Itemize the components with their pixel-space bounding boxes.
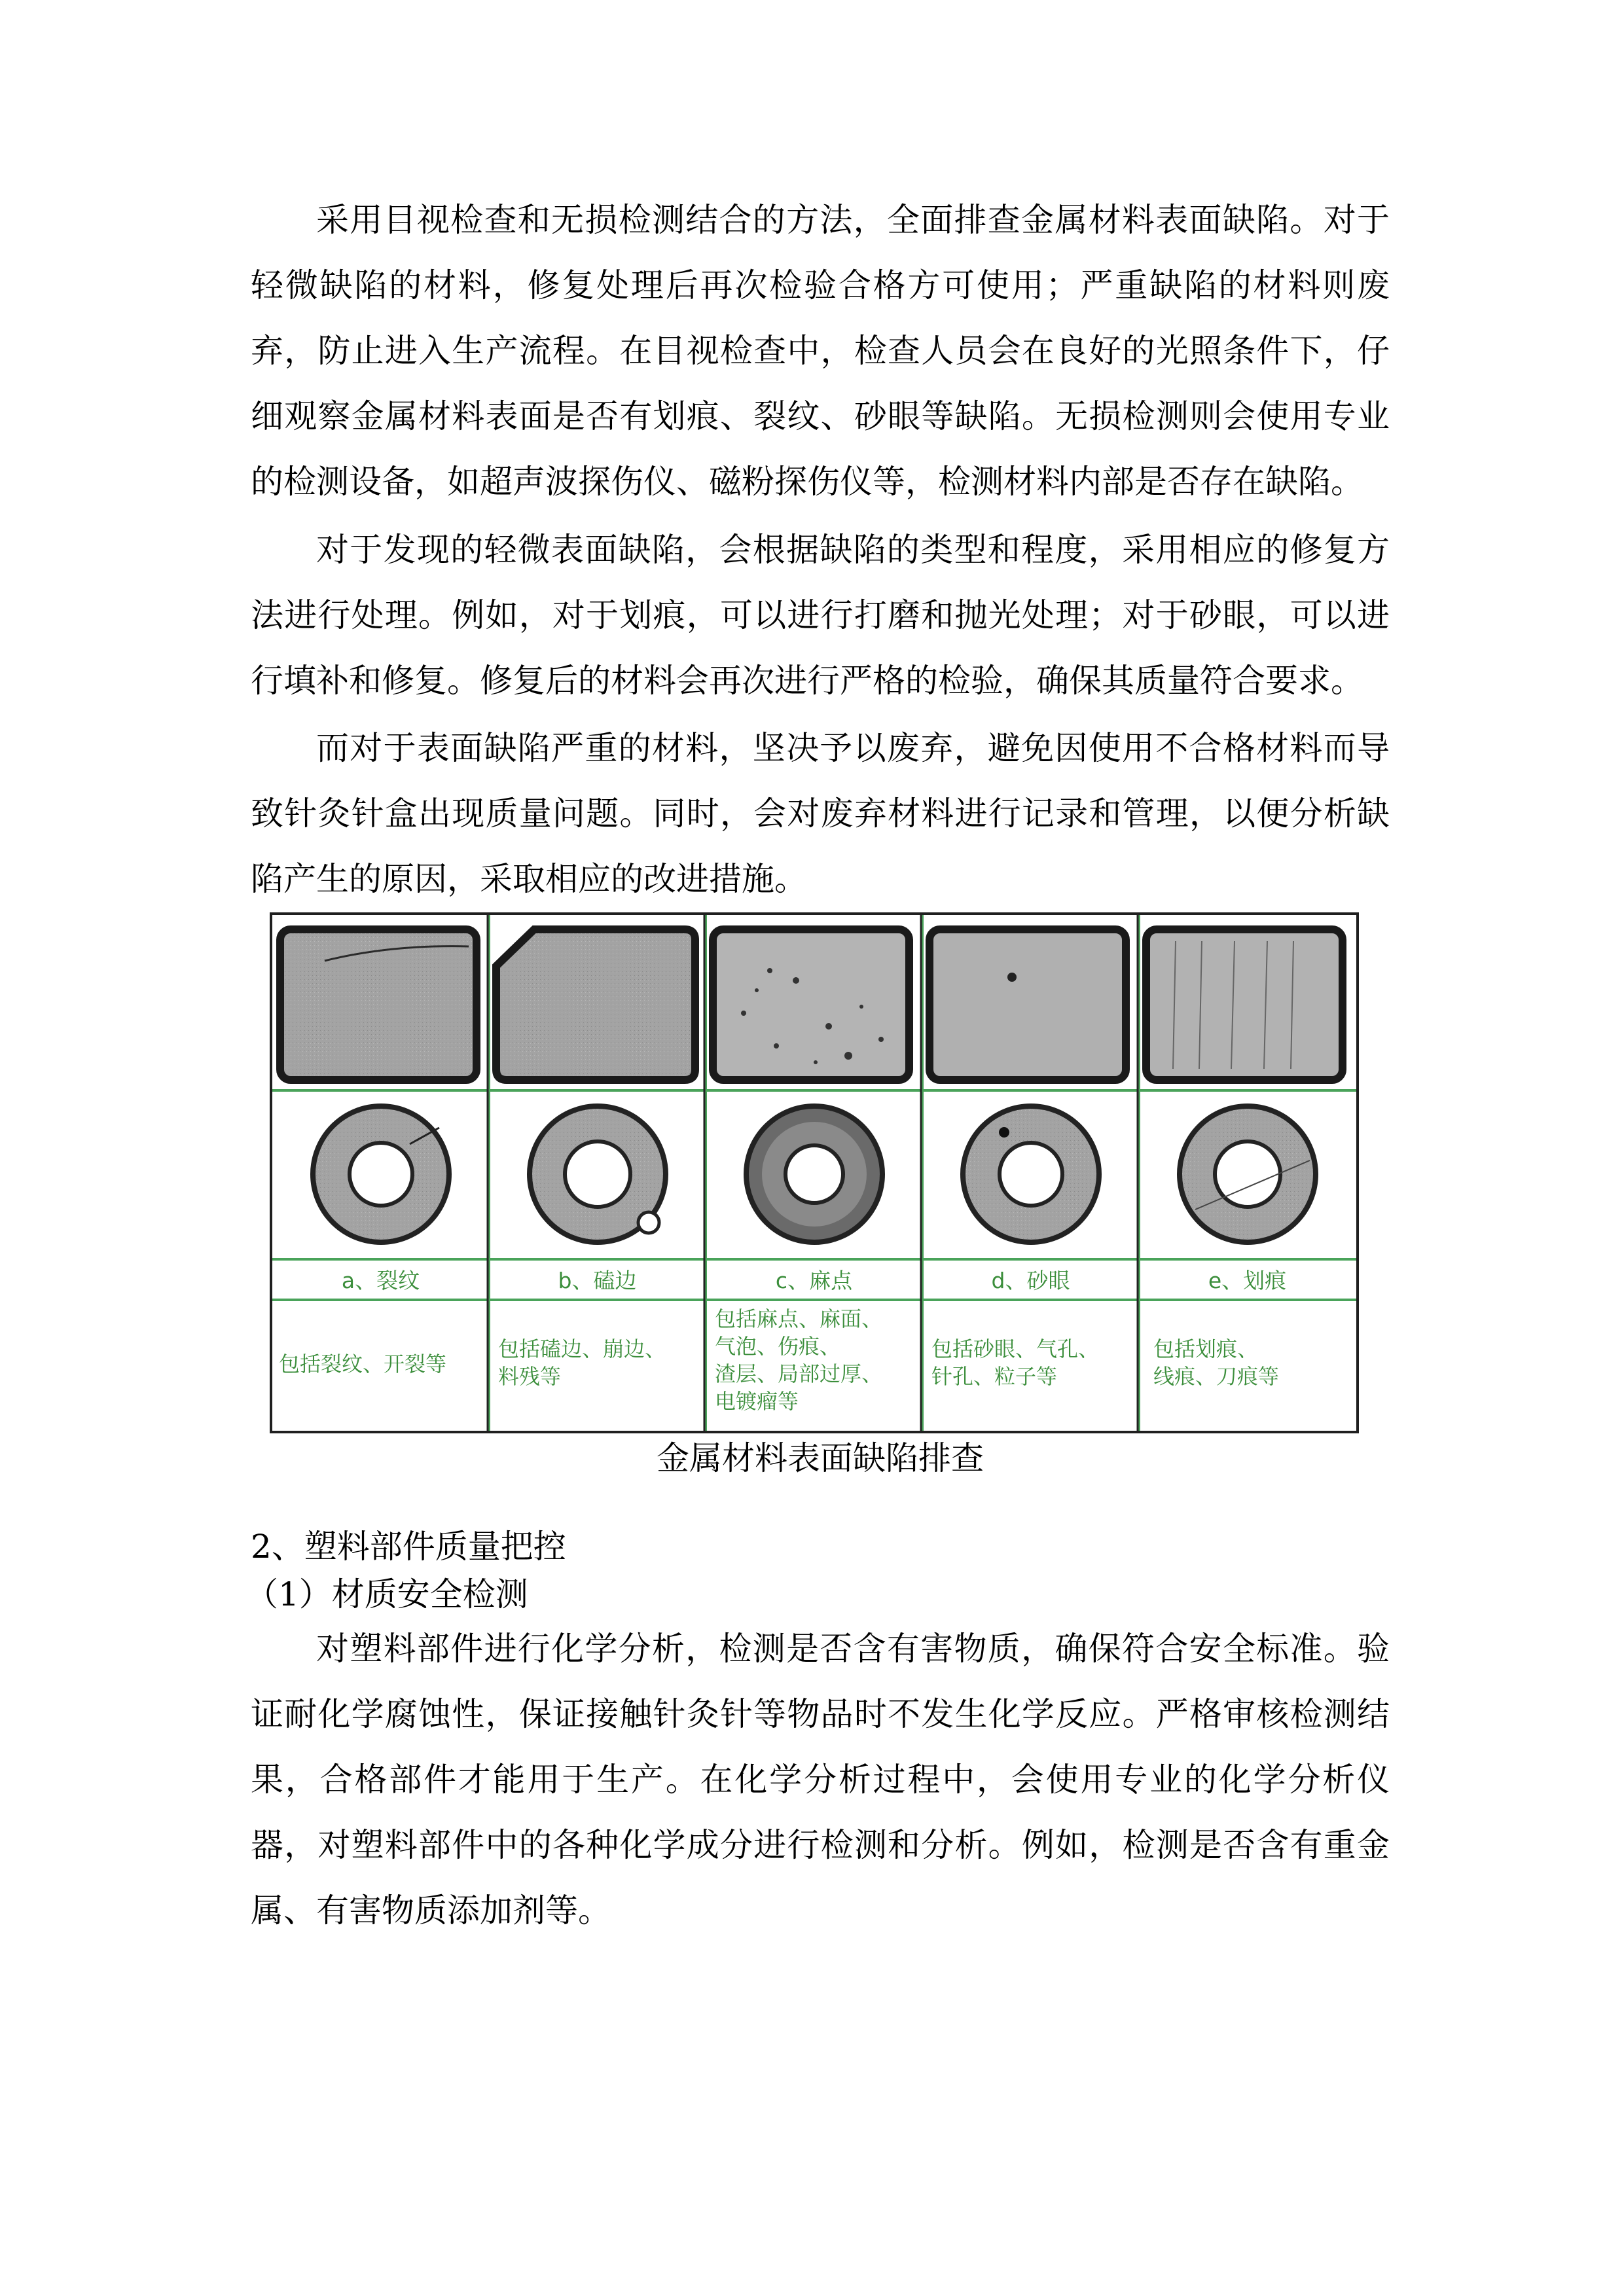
square-sample-chipped-edge [496, 929, 695, 1080]
label-scratch: e、划痕 [1208, 1268, 1287, 1293]
defect-figure [270, 912, 1359, 1433]
square-sample-scratch [1146, 929, 1343, 1080]
square-sample-crack [280, 929, 477, 1080]
square-sample-sand-hole [929, 929, 1126, 1080]
ring-sample-scratch [1180, 1106, 1316, 1242]
paragraph-minor-defect-repair: 对于发现的轻微表面缺陷，会根据缺陷的类型和程度，采用相应的修复方法进行处理。例如，对于划痕，可以进行打磨和抛光处理；对于砂眼，可以进行填补和修复。修复后的材料会再次进行严格的检验，确保其质量符合要求。 [251, 531, 1390, 700]
section-heading: 2、塑料部件质量把控 [251, 1528, 566, 1566]
ring-sample-sand-hole [963, 1106, 1099, 1242]
ring-sample-pitting [746, 1106, 882, 1242]
paragraph-metal-inspection: 采用目视检查和无损检测结合的方法，全面排查金属材料表面缺陷。对于轻微缺陷的材料，修复处理后再次检验合格方可使用；严重缺陷的材料则废弃，防止进入生产流程。在目视检查中，检查人员会在良好的光照条件下，仔细观察金属材料表面是否有划痕、裂纹、砂眼等缺陷。无损检测则会使用专业的检测设备，如超声波探伤仪、磁粉探伤仪等，检测材料内部是否存在缺陷。 [251, 201, 1390, 501]
ring-sample-crack [313, 1106, 449, 1242]
paragraph-chemical-analysis: 对塑料部件进行化学分析，检测是否含有害物质，确保符合安全标准。验证耐化学腐蚀性，保证接触针灸针等物品时不发生化学反应。严格审核检测结果，合格部件才能用于生产。在化学分析过程中，会使用专业的化学分析仪器，对塑料部件中的各种化学成分进行检测和分析。例如，检测是否含有重金属、有害物质添加剂等。 [251, 1630, 1390, 1929]
paragraph-severe-defect-disposal: 而对于表面缺陷严重的材料，坚决予以废弃，避免因使用不合格材料而导致针灸针盒出现质量问题。同时，会对废弃材料进行记录和管理，以便分析缺陷产生的原因，采取相应的改进措施。 [251, 729, 1390, 898]
desc-scratch: 包括划痕、 线痕、刀痕等 [1153, 1336, 1280, 1389]
square-sample-pitting [713, 929, 909, 1080]
desc-crack: 包括裂纹、开裂等 [279, 1352, 447, 1376]
ring-sample-chipped-edge [530, 1106, 666, 1242]
label-chipped-edge: b、磕边 [558, 1268, 637, 1293]
desc-pitting: 包括麻点、麻面、 气泡、伤痕、 渣层、局部过厚、 电镀瘤等 [715, 1306, 883, 1414]
figure-caption: 金属材料表面缺陷排查 [657, 1439, 984, 1477]
label-crack: a、裂纹 [341, 1268, 420, 1293]
label-sand-hole: d、砂眼 [991, 1268, 1070, 1293]
desc-chipped-edge: 包括磕边、崩边、 料残等 [498, 1336, 666, 1389]
subsection-heading: （1）材质安全检测 [245, 1575, 528, 1613]
label-pitting: c、麻点 [775, 1268, 853, 1293]
desc-sand-hole: 包括砂眼、气孔、 针孔、粒子等 [931, 1336, 1100, 1389]
